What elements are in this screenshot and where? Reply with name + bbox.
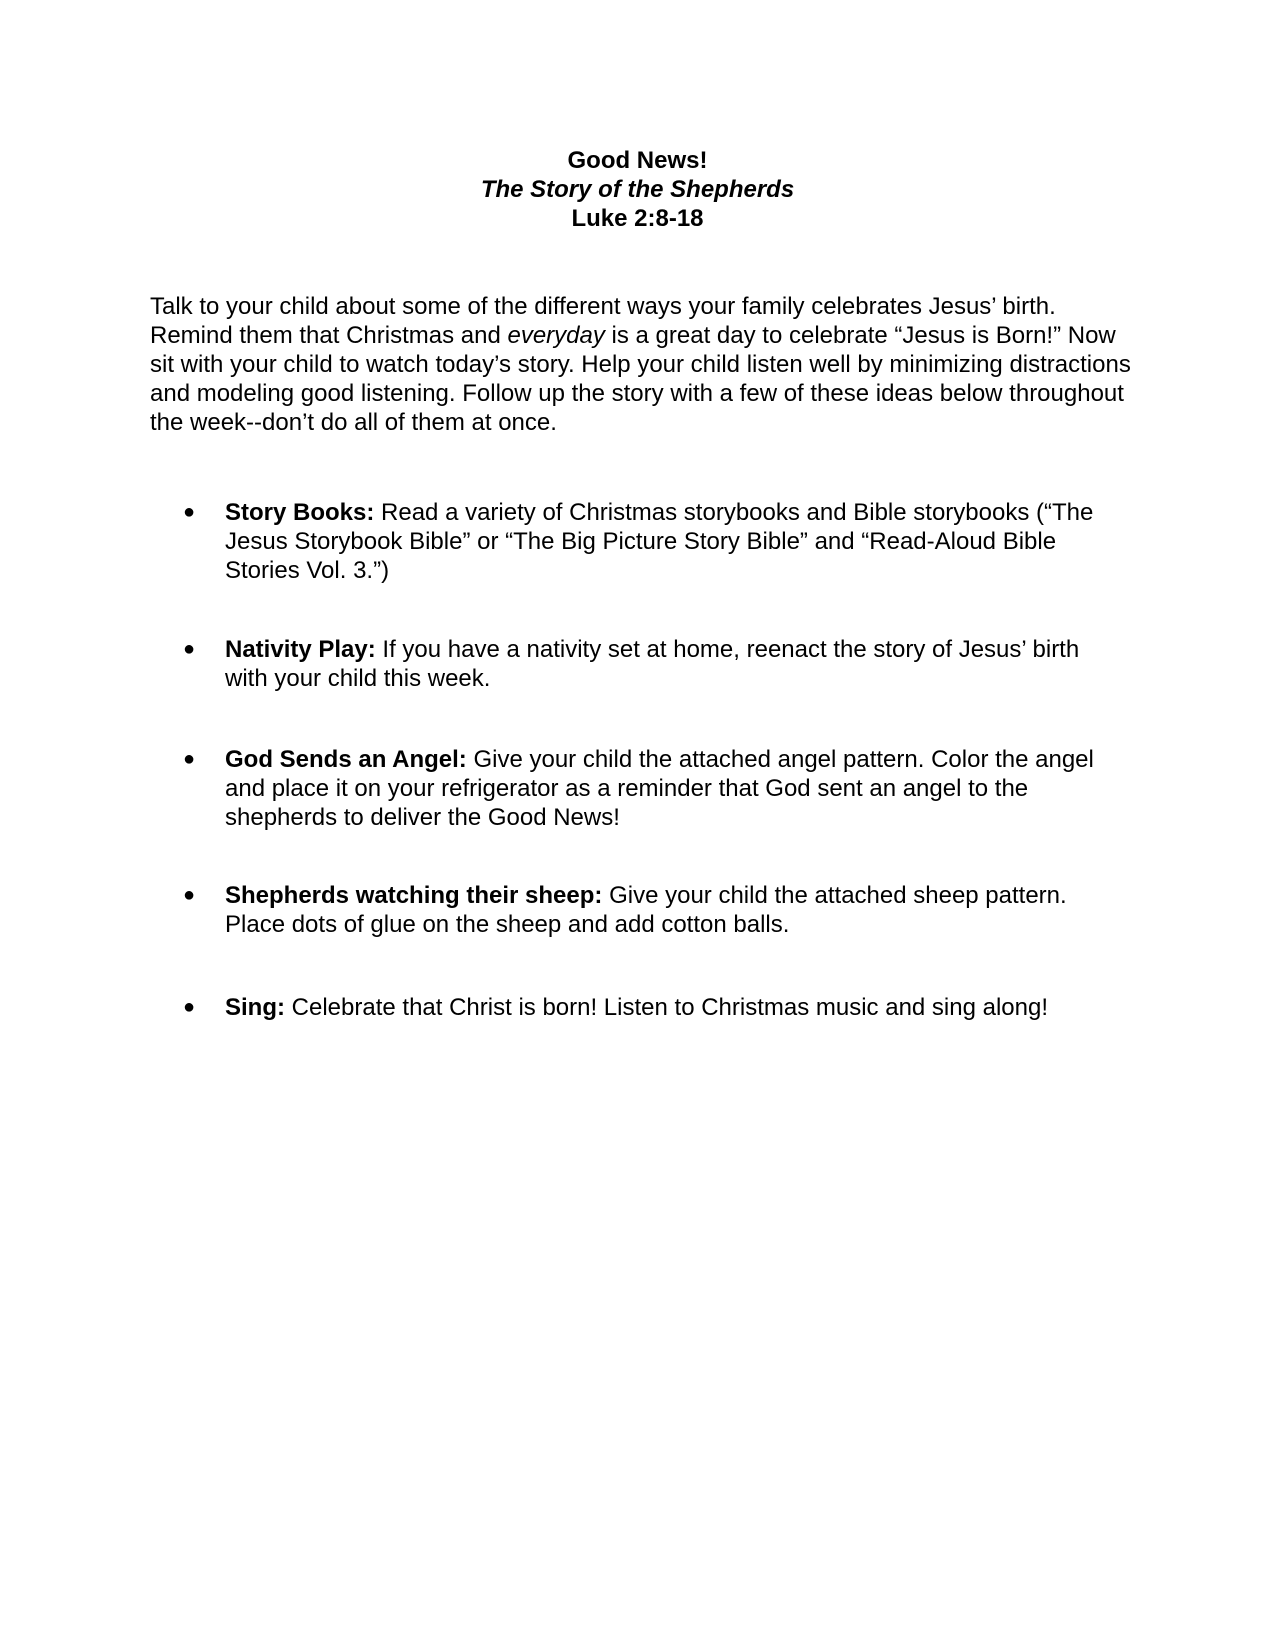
idea-text: Give your child the attached sheep pattern. Place dots of glue on the sheep and add cotton balls. [225, 882, 1067, 938]
bullet-icon: ● [183, 748, 196, 770]
intro-text-part2: is a great day to celebrate “Jesus is Born!” Now sit with your child to watch today’s story. Help your child listen well by minimizing distractions and modeling good listening. Follow up the story with a few of these ideas below throughout the week--don’t do all of them at once. [150, 322, 1131, 436]
bullet-icon: ● [183, 501, 196, 523]
idea-term: Nativity Play: [225, 636, 376, 663]
list-item-nativity-play [183, 635, 1125, 693]
list-item-shepherds-watching [183, 881, 1125, 939]
idea-term: Shepherds watching their sheep: [225, 882, 603, 909]
idea-term: Story Books: [225, 499, 375, 526]
list-item-sing [183, 993, 1125, 1022]
idea-term: God Sends an Angel: [225, 746, 467, 773]
idea-term: Sing: [225, 994, 285, 1021]
bullet-icon: ● [183, 996, 196, 1018]
scripture-reference: Luke 2:8-18 [571, 205, 704, 232]
intro-text-part1: Talk to your child about some of the different ways your family celebrates Jesus’ birth. Remind them that Christmas and [150, 293, 1056, 349]
idea-text: Read a variety of Christmas storybooks and Bible storybooks (“The Jesus Storybook Bible” or “The Big Picture Story Bible” and “Read-Aloud Bible Stories Vol. 3.”) [225, 499, 1094, 584]
bullet-icon: ● [183, 638, 196, 660]
page-title: Good News! [567, 147, 708, 174]
intro-paragraph [150, 292, 1140, 437]
idea-text: Give your child the attached angel pattern. Color the angel and place it on your refrigerator as a reminder that God sent an angel to the shepherds to deliver the Good News! [225, 746, 1094, 831]
list-item-story-books [183, 498, 1125, 585]
intro-emphasis: everyday [507, 322, 605, 349]
story-subtitle: The Story of the Shepherds [480, 176, 795, 203]
idea-text: Celebrate that Christ is born! Listen to Christmas music and sing along! [285, 994, 1049, 1021]
document-header [0, 146, 1275, 233]
bullet-icon: ● [183, 884, 196, 906]
list-item-god-sends-an-angel [183, 745, 1125, 832]
idea-text: If you have a nativity set at home, reenact the story of Jesus’ birth with your child this week. [225, 636, 1080, 692]
